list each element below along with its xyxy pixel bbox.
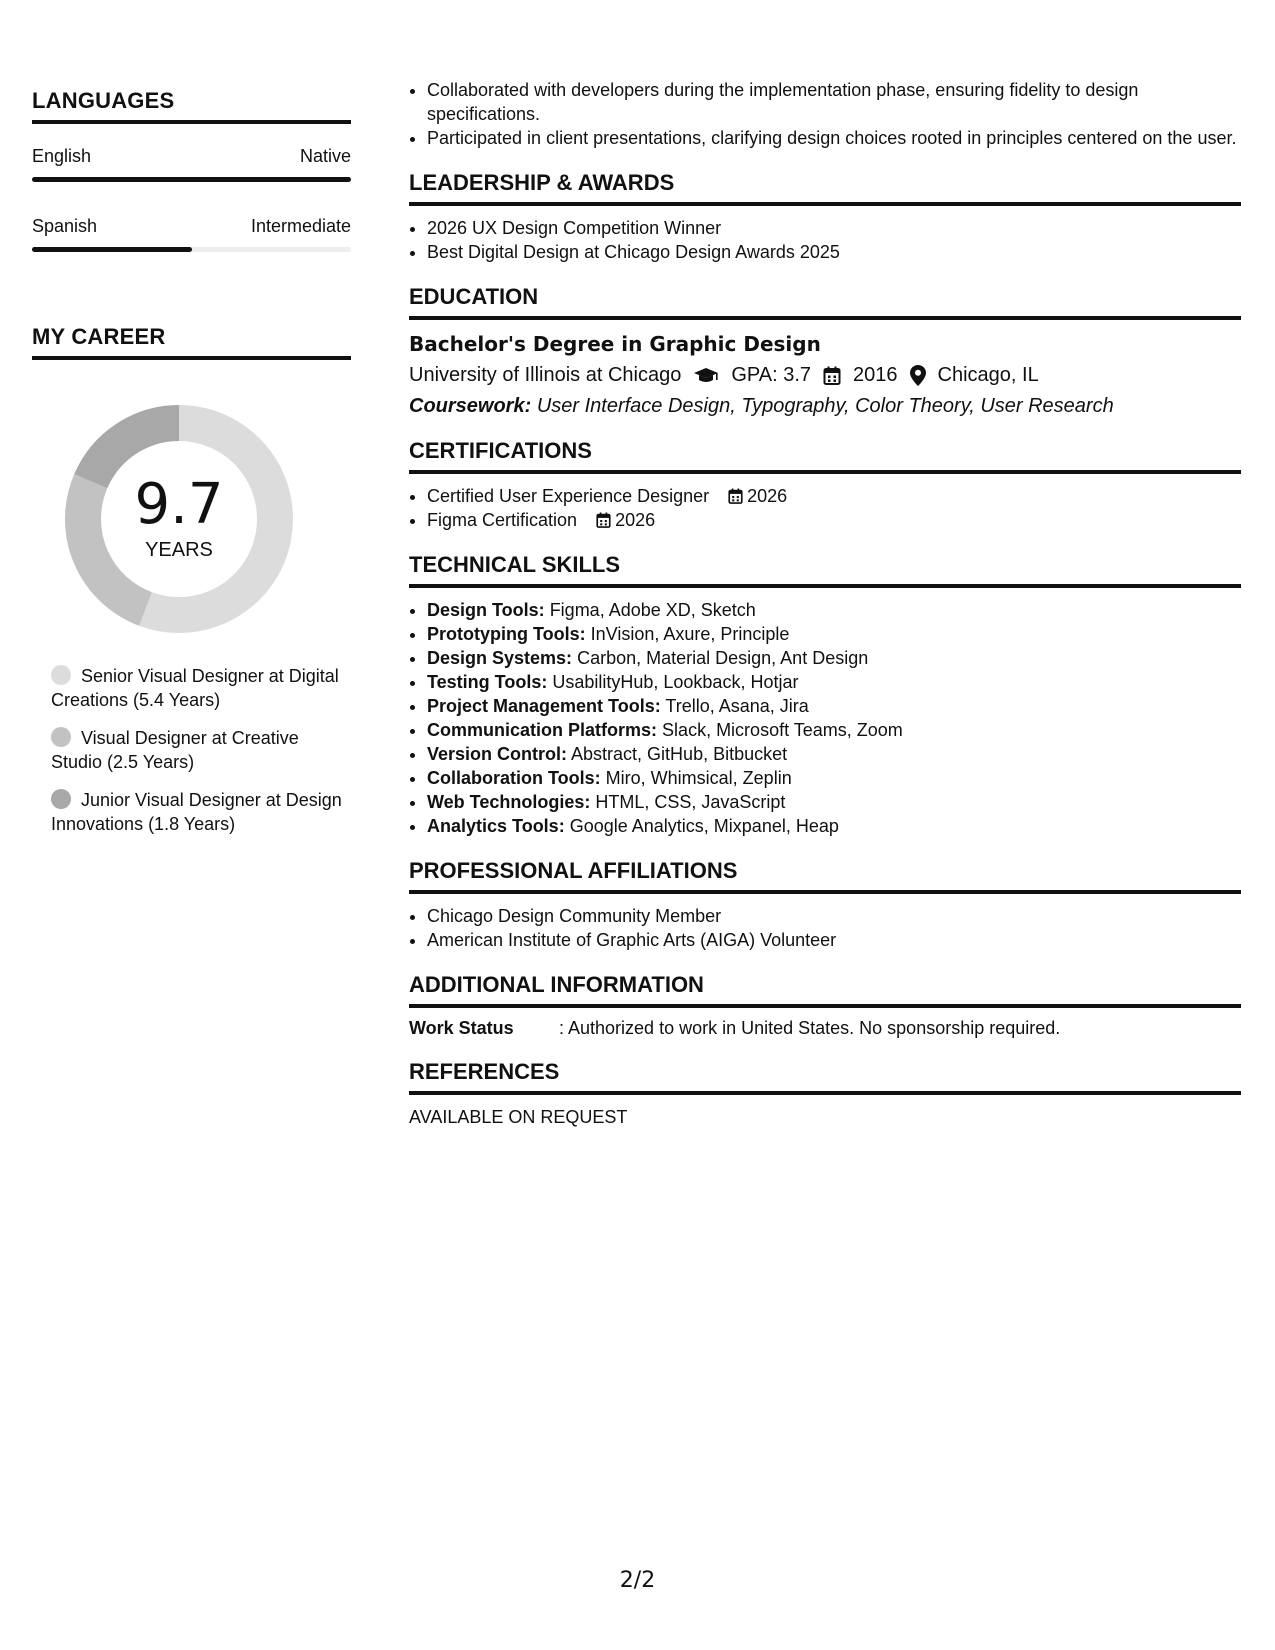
coursework-list: User Interface Design, Typography, Color Theory, User Research <box>536 395 1114 417</box>
career-role-label: Junior Visual Designer at Design Innovations (1.8 Years) <box>51 790 342 834</box>
skills-section <box>409 552 1241 838</box>
skill-item <box>427 622 1241 646</box>
school-name: University of Illinois at Chicago <box>409 364 682 386</box>
certification-name: Figma Certification <box>427 510 578 530</box>
awards-section <box>409 170 1241 264</box>
award-item: • 2026 UX Design Competition Winner <box>427 216 1241 240</box>
language-proficiency-fill <box>32 247 192 252</box>
work-status-row <box>409 1018 1241 1039</box>
calendar-icon <box>728 488 743 504</box>
award-item: • Best Digital Design at Chicago Design Awards 2025 <box>427 240 1241 264</box>
additional-info-heading: ADDITIONAL INFORMATION <box>409 972 1241 1008</box>
education-heading: EDUCATION <box>409 284 1241 320</box>
calendar-icon <box>823 364 841 387</box>
skill-value: Figma, Adobe XD, Sketch <box>549 600 756 620</box>
skill-label: Testing Tools: <box>427 672 548 692</box>
legend-dot-icon <box>51 665 71 685</box>
references-section <box>409 1059 1241 1128</box>
certification-item <box>427 484 1241 508</box>
gpa-value: GPA: 3.7 <box>731 364 812 386</box>
skill-item <box>427 766 1241 790</box>
coursework <box>409 395 1241 418</box>
skill-label: Prototyping Tools: <box>427 624 586 644</box>
skill-value: Abstract, GitHub, Bitbucket <box>571 744 788 764</box>
work-status-label: Work Status <box>409 1018 514 1038</box>
career-donut-chart <box>64 404 294 634</box>
skill-item <box>427 718 1241 742</box>
legend-dot-icon <box>51 727 71 747</box>
coursework-label: Coursework: <box>409 395 532 417</box>
certification-year: 2026 <box>615 510 656 530</box>
certification-year: 2026 <box>747 486 788 506</box>
skill-item <box>427 814 1241 838</box>
additional-info-section <box>409 972 1241 1039</box>
career-heading: MY CAREER <box>32 324 351 360</box>
language-name: English <box>32 146 92 166</box>
school-location: Chicago, IL <box>937 364 1039 386</box>
skill-label: Analytics Tools: <box>427 816 565 836</box>
page-number: 2/2 <box>619 1568 656 1593</box>
skill-value: UsabilityHub, Lookback, Hotjar <box>552 672 799 692</box>
skill-value: Trello, Asana, Jira <box>665 696 809 716</box>
skill-item <box>427 646 1241 670</box>
language-proficiency-bar <box>32 247 351 252</box>
graduation-cap-icon <box>693 364 719 387</box>
references-heading: REFERENCES <box>409 1059 1241 1095</box>
career-total-years: 9.7 <box>134 471 224 537</box>
language-name: Spanish <box>32 216 98 236</box>
skill-label: Design Systems: <box>427 648 573 668</box>
certification-name: Certified User Experience Designer <box>427 486 710 506</box>
language-item <box>32 216 351 252</box>
right-column <box>409 78 1241 1128</box>
skill-value: Google Analytics, Mixpanel, Heap <box>569 816 839 836</box>
career-years-unit: YEARS <box>145 538 213 561</box>
location-pin-icon <box>910 364 926 387</box>
career-role-label: Senior Visual Designer at Digital Creations (5.4 Years) <box>51 666 339 710</box>
skill-item <box>427 742 1241 766</box>
certification-item <box>427 508 1241 532</box>
language-item <box>32 146 351 182</box>
skill-label: Collaboration Tools: <box>427 768 601 788</box>
career-role-label: Visual Designer at Creative Studio (2.5 Years) <box>51 728 299 772</box>
language-level: Intermediate <box>250 216 351 236</box>
legend-dot-icon <box>51 789 71 809</box>
affiliation-item: • American Institute of Graphic Arts (AIGA) Volunteer <box>427 928 1241 952</box>
graduation-year: 2016 <box>853 364 898 386</box>
skill-item <box>427 670 1241 694</box>
languages-heading: LANGUAGES <box>32 88 351 124</box>
left-column <box>32 88 351 850</box>
skill-label: Project Management Tools: <box>427 696 661 716</box>
language-proficiency-bar <box>32 177 351 182</box>
calendar-icon <box>596 512 611 528</box>
certifications-section <box>409 438 1241 532</box>
language-proficiency-fill <box>32 177 351 182</box>
skills-heading: TECHNICAL SKILLS <box>409 552 1241 588</box>
career-legend-item <box>51 726 351 774</box>
skill-label: Communication Platforms: <box>427 720 658 740</box>
affiliations-heading: PROFESSIONAL AFFILIATIONS <box>409 858 1241 894</box>
skill-item <box>427 694 1241 718</box>
affiliations-section <box>409 858 1241 952</box>
experience-bullet-list <box>409 78 1241 150</box>
skill-value: Carbon, Material Design, Ant Design <box>577 648 869 668</box>
references-text: AVAILABLE ON REQUEST <box>409 1107 628 1127</box>
affiliation-item: • Chicago Design Community Member <box>427 904 1241 928</box>
skill-value: Miro, Whimsical, Zeplin <box>605 768 792 788</box>
certifications-heading: CERTIFICATIONS <box>409 438 1241 474</box>
skill-value: HTML, CSS, JavaScript <box>595 792 786 812</box>
experience-bullet: • Collaborated with developers during the implementation phase, ensuring fidelity to design specifications. <box>427 78 1241 126</box>
skill-value: InVision, Axure, Principle <box>590 624 790 644</box>
career-legend <box>32 664 351 836</box>
career-legend-item <box>51 788 351 836</box>
skill-label: Design Tools: <box>427 600 545 620</box>
education-section <box>409 284 1241 418</box>
skill-label: Web Technologies: <box>427 792 591 812</box>
degree-title: Bachelor's Degree in Graphic Design <box>409 332 821 356</box>
career-legend-item <box>51 664 351 712</box>
skill-value: Slack, Microsoft Teams, Zoom <box>662 720 903 740</box>
skill-label: Version Control: <box>427 744 568 764</box>
education-details <box>409 364 1241 387</box>
skill-item <box>427 790 1241 814</box>
work-status-value: : Authorized to work in United States. No sponsorship required. <box>559 1018 1061 1038</box>
awards-heading: LEADERSHIP & AWARDS <box>409 170 1241 206</box>
skill-item <box>427 598 1241 622</box>
experience-bullet: • Participated in client presentations, clarifying design choices rooted in principles centered on the user. <box>427 126 1241 150</box>
language-level: Native <box>299 146 351 166</box>
